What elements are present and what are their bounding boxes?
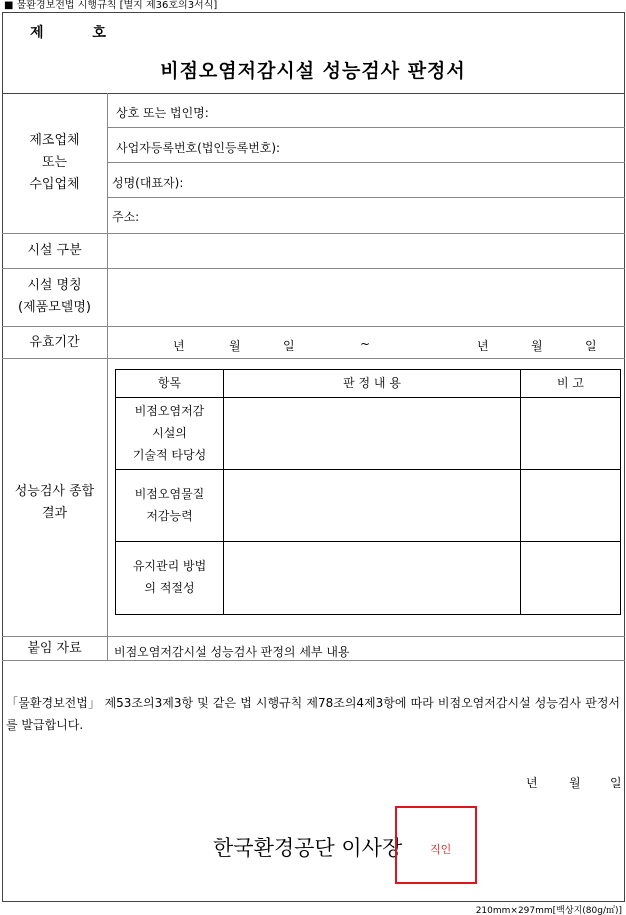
- issue-date-day: 일: [610, 776, 622, 790]
- facility-category-field[interactable]: [108, 234, 624, 267]
- result-label: [2, 481, 107, 525]
- result-row1-line2: 시설의: [152, 426, 187, 440]
- paper-spec: 210mm×297mm[백상지(80g/㎡)]: [475, 906, 622, 915]
- result-row2-line2: 저감능력: [146, 509, 193, 523]
- rule-rep: [107, 197, 625, 198]
- validity-start-year: 년: [173, 339, 185, 353]
- validity-tilde: ~: [360, 337, 371, 351]
- result-row3-line1: 유지관리 방법: [132, 559, 207, 573]
- judgment-cell-technical[interactable]: [224, 398, 520, 469]
- doc-no-suffix: 호: [92, 25, 106, 41]
- result-row-maintenance: [116, 555, 223, 599]
- manufacturer-label: [2, 130, 107, 196]
- result-row1-line1: 비점오염저감: [134, 404, 205, 418]
- company-name-field[interactable]: 상호 또는 법인명:: [116, 106, 209, 120]
- validity-label: 유효기간: [29, 335, 80, 350]
- issue-date-month: 월: [569, 776, 581, 790]
- validity-start-month: 월: [229, 339, 241, 353]
- law-reference: ■ 물환경보전법 시행규칙 [별지 제36호의3서식]: [4, 0, 218, 11]
- facility-name-field[interactable]: [108, 269, 624, 325]
- judgment-cell-reduction[interactable]: [224, 470, 520, 541]
- result-row3-line2: 의 적절성: [144, 581, 195, 595]
- attachment-label: 붙임 자료: [27, 641, 82, 656]
- rule-attachment-end: [2, 660, 625, 661]
- issuer-name: 한국환경공단 이사장: [213, 836, 403, 860]
- result-row1-line3: 기술적 타당성: [132, 448, 207, 462]
- doc-no-prefix: 제: [30, 25, 44, 41]
- validity-end-month: 월: [531, 339, 543, 353]
- manufacturer-label-line1: 제조업체: [29, 133, 80, 148]
- facility-category-label: 시설 구분: [27, 243, 82, 258]
- rule-name-end: [2, 326, 625, 327]
- attachment-value: 비점오염저감시설 성능검사 판정의 세부 내용: [114, 645, 350, 659]
- result-col2-rule: [520, 370, 521, 614]
- issuance-statement: 「물환경보전법」 제53조의3제3항 및 같은 법 시행규칙 제78조의4제3항에 따라 비점오염저감시설 성능검사 판정서를 발급합니다.: [6, 696, 620, 732]
- validity-end-day: 일: [585, 339, 597, 353]
- facility-name-label-line2: (제품모델명): [18, 300, 91, 315]
- result-table: [115, 369, 621, 615]
- facility-name-label: [2, 275, 107, 319]
- issue-date-year: 년: [526, 776, 538, 790]
- result-row-technical: [116, 400, 223, 466]
- seal-label: 직인: [430, 843, 452, 856]
- representative-field[interactable]: 성명(대표자):: [112, 176, 184, 190]
- page-title: 비점오염저감시설 성능검사 판정서: [160, 60, 466, 82]
- result-label-line2: 결과: [41, 506, 68, 521]
- result-row2-line1: 비점오염물질: [134, 487, 205, 501]
- judgment-cell-maintenance[interactable]: [224, 542, 520, 614]
- result-col-item: 항목: [157, 376, 182, 390]
- result-row-reduction: [116, 483, 223, 527]
- label-column-divider: [107, 93, 108, 660]
- document-number: [30, 22, 106, 42]
- result-col-judgment: 판 정 내 용: [343, 376, 401, 390]
- validity-start-day: 일: [283, 339, 295, 353]
- rule-validity-end: [2, 358, 625, 359]
- manufacturer-label-line3: 수입업체: [29, 177, 80, 192]
- result-label-line1: 성능검사 종합: [14, 484, 95, 499]
- rule-result-end: [2, 636, 625, 637]
- rule-bizreg: [107, 162, 625, 163]
- business-reg-field[interactable]: 사업자등록번호(법인등록번호):: [116, 141, 281, 155]
- facility-name-label-line1: 시설 명칭: [27, 278, 82, 293]
- result-col-remarks: 비 고: [557, 376, 584, 390]
- validity-end-year: 년: [477, 339, 489, 353]
- address-field[interactable]: 주소:: [112, 210, 140, 224]
- rule-below-title: [2, 93, 625, 94]
- rule-company: [107, 127, 625, 128]
- manufacturer-label-line2: 또는: [41, 155, 68, 170]
